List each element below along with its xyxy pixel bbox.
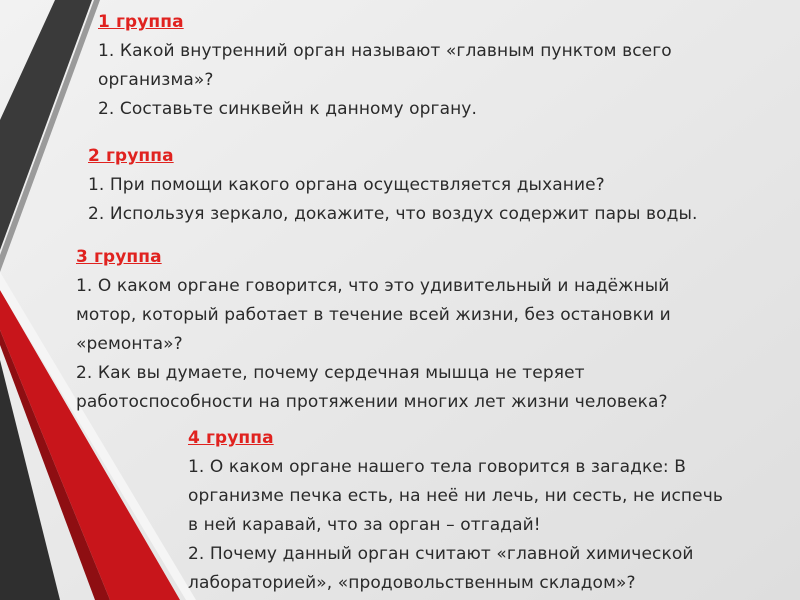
group-1-line: 2. Составьте синквейн к данному органу. <box>98 99 477 119</box>
group-1-title: 1 группа <box>98 12 184 32</box>
group-3-line: 2. Как вы думаете, почему сердечная мышца не теряет <box>76 363 585 383</box>
group-2-title: 2 группа <box>88 146 174 166</box>
group-4-line: в ней каравай, что за орган – отгадай! <box>188 515 541 535</box>
group-4-title: 4 группа <box>188 428 274 448</box>
group-3 <box>76 243 671 417</box>
group-3-line: работоспособности на протяжении многих лет жизни человека? <box>76 392 668 412</box>
group-1 <box>98 8 672 124</box>
group-4-line: 1. О каком органе нашего тела говорится в загадке: В <box>188 457 687 477</box>
group-1-line: организма»? <box>98 70 214 90</box>
group-2-line: 2. Используя зеркало, докажите, что воздух содержит пары воды. <box>88 204 698 224</box>
group-4 <box>188 424 723 598</box>
group-4-line: 2. Почему данный орган считают «главной химической <box>188 544 694 564</box>
group-3-title: 3 группа <box>76 247 162 267</box>
group-3-line: мотор, который работает в течение всей жизни, без остановки и <box>76 305 671 325</box>
group-4-line: лабораторией», «продовольственным складом»? <box>188 573 636 593</box>
group-3-line: «ремонта»? <box>76 334 183 354</box>
group-1-line: 1. Какой внутренний орган называют «главным пунктом всего <box>98 41 672 61</box>
group-3-line: 1. О каком органе говорится, что это удивительный и надёжный <box>76 276 670 296</box>
group-2 <box>88 142 698 229</box>
group-2-line: 1. При помощи какого органа осуществляется дыхание? <box>88 175 605 195</box>
group-4-line: организме печка есть, на неё ни лечь, ни сесть, не испечь <box>188 486 723 506</box>
